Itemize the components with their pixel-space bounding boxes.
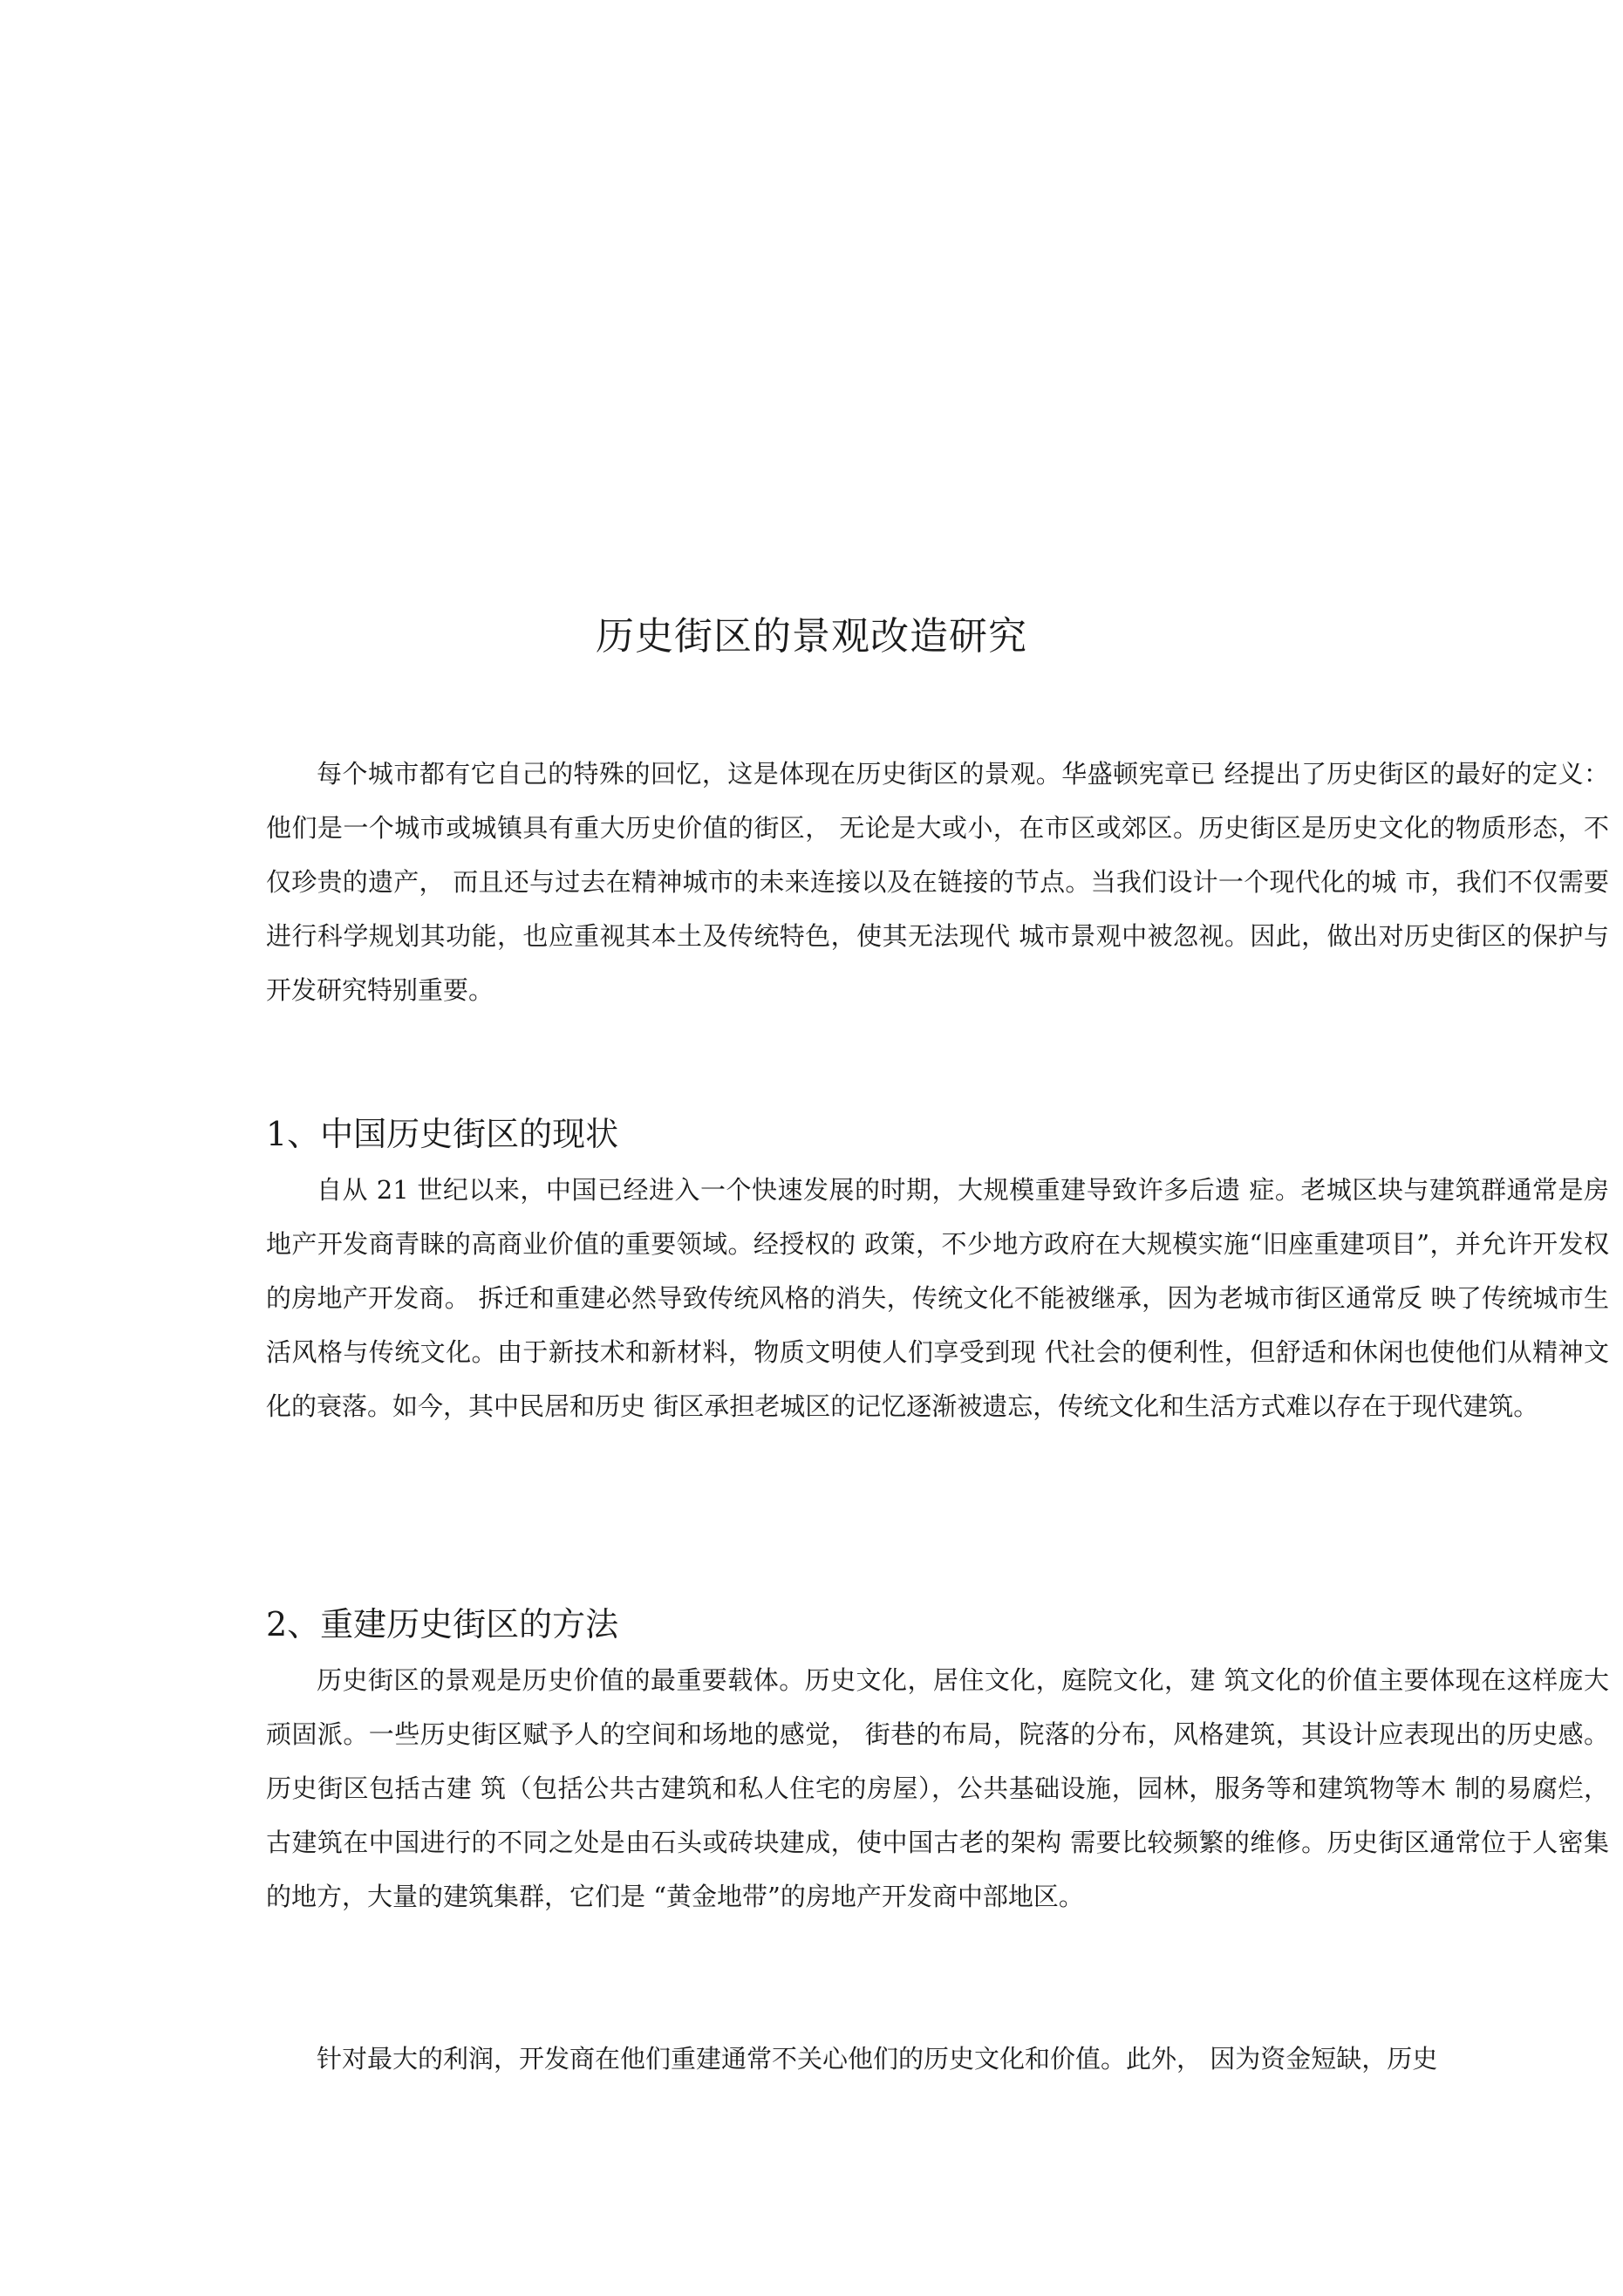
section-heading-1: 1、中国历史街区的现状 xyxy=(266,1115,619,1153)
section-2-paragraph-1: 历史街区的景观是历史价值的最重要载体。历史文化，居住文化，庭院文化，建 筑文化的价值主要体现在这样庞大顽固派。一些历史街区赋予人的空间和场地的感觉， 街巷的布局，院落的分布，风格建筑，其设计应表现出的历史感。历史街区包括古建 筑（包括公共古建筑和私人住宅的房屋），公共基础设施，园林，服务等和建筑物等木 制的易腐烂，古建筑在中国进行的不同之处是由石头或砖块建成，使中国古老的架构 需要比较频繁的维修。历史街区通常位于人密集的地方，大量的建筑集群，它们是 “黄金地带”的房地产开发商中部地区。 xyxy=(266,1665,1609,1911)
section-heading-2: 2、重建历史街区的方法 xyxy=(266,1605,619,1643)
section-2-paragraph-2: 针对最大的利润，开发商在他们重建通常不关心他们的历史文化和价值。此外， 因为资金短缺，历史 xyxy=(317,2044,1438,2074)
intro-paragraph: 每个城市都有它自己的特殊的回忆，这是体现在历史街区的景观。华盛顿宪章已 经提出了历史街区的最好的定义：他们是一个城市或城镇具有重大历史价值的街区， 无论是大或小，在市区或郊区。历史街区是历史文化的物质形态，不仅珍贵的遗产， 而且还与过去在精神城市的未来连接以及在链接的节点。当我们设计一个现代化的城 市，我们不仅需要进行科学规划其功能，也应重视其本土及传统特色，使其无法现代 城市景观中被忽视。因此，做出对历史街区的保护与开发研究特别重要。 xyxy=(266,759,1609,1005)
document-title: 历史街区的景观改造研究 xyxy=(596,614,1027,659)
section-1-paragraph-1: 自从 21 世纪以来，中国已经进入一个快速发展的时期，大规模重建导致许多后遗 症。老城区块与建筑群通常是房地产开发商青睐的高商业价值的重要领域。经授权的 政策，不少地方政府在大规模实施“旧座重建项目”，并允许开发权的房地产开发商。 拆迁和重建必然导致传统风格的消失，传统文化不能被继承，因为老城市街区通常反 映了传统城市生活风格与传统文化。由于新技术和新材料，物质文明使人们享受到现 代社会的便利性，但舒适和休闲也使他们从精神文化的衰落。如今，其中民居和历史 街区承担老城区的记忆逐渐被遗忘，传统文化和生活方式难以存在于现代建筑。 xyxy=(266,1175,1609,1421)
